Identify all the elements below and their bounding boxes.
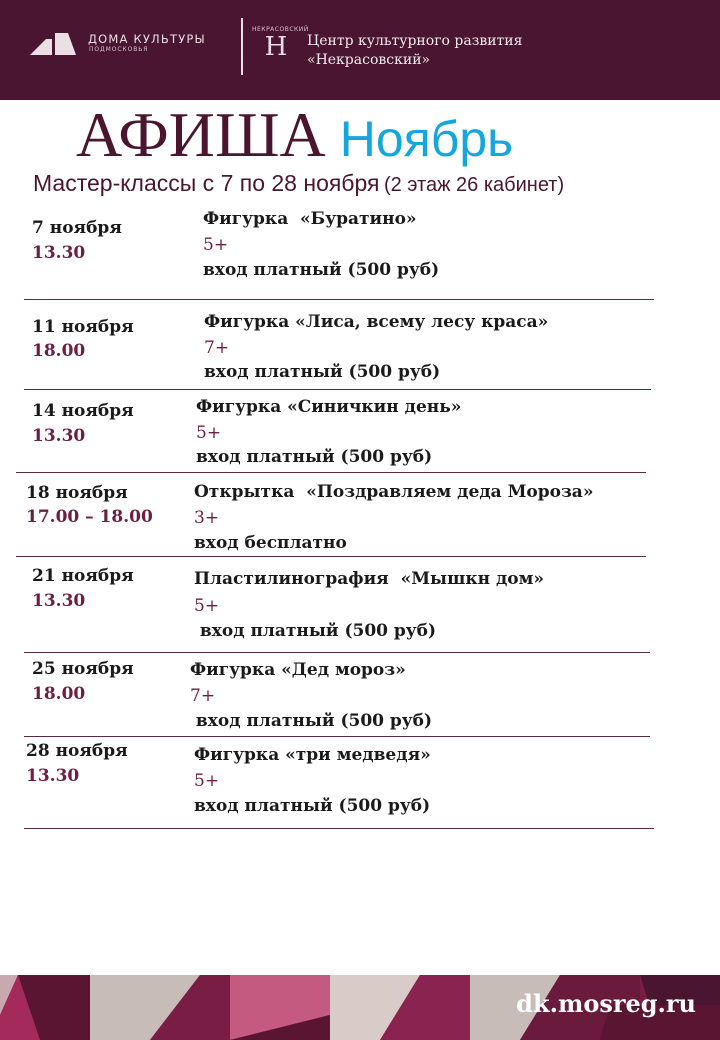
title-afisha: АФИША [76, 99, 326, 170]
nekrasovsky-logo-letter: Н [264, 32, 288, 62]
separator-line [24, 389, 651, 390]
subtitle [33, 170, 564, 197]
event-age: 3+ [194, 508, 220, 528]
event-time: 13.30 [26, 766, 80, 786]
event-date: 21 ноября [32, 566, 134, 586]
logo-subtitle: ПОДМОСКОВЬЯ [89, 46, 149, 53]
event-date: 11 ноября [32, 317, 134, 337]
website-url: dk.mosreg.ru [516, 989, 696, 1018]
event-date: 25 ноября [32, 659, 134, 679]
nekrasovsky-logo-arc: НЕКРАСОВСКИЙ [252, 26, 309, 33]
event-time: 18.00 [32, 341, 86, 361]
header-banner [0, 0, 720, 100]
event-age: 7+ [190, 686, 216, 706]
event-title: Фигурка «Лиса, всему лесу краса» [204, 312, 549, 332]
event-title: Фигурка «Синичкин день» [196, 397, 462, 417]
page-title [76, 100, 513, 170]
subtitle-main: Мастер-классы с 7 по 28 ноября [33, 170, 380, 196]
event-title: Фигурка «Буратино» [203, 209, 417, 229]
event-age: 7+ [204, 338, 230, 358]
event-price: вход платный (500 руб) [204, 362, 441, 382]
event-price: вход платный (500 руб) [190, 711, 433, 731]
separator-line [24, 828, 654, 829]
event-age: 5+ [196, 423, 222, 443]
event-title: Фигурка «три медведя» [194, 745, 431, 765]
logo-title: ДОМА КУЛЬТУРЫ [88, 32, 206, 46]
event-title: Пластилинография «Мышкн дом» [194, 569, 545, 589]
event-title: Фигурка «Дед мороз» [190, 660, 406, 680]
event-date: 28 ноября [26, 741, 128, 761]
event-price: вход бесплатно [194, 533, 347, 553]
dk-logo-icon [30, 33, 80, 55]
event-price: вход платный (500 руб) [194, 796, 431, 816]
separator-line [16, 472, 646, 473]
subtitle-location: (2 этаж 26 кабинет) [383, 174, 565, 196]
event-age: 5+ [194, 596, 220, 616]
separator-line [24, 736, 650, 737]
event-age: 5+ [194, 771, 220, 791]
separator-line [24, 299, 654, 300]
center-name-line1: Центр культурного развития [307, 33, 523, 49]
event-time: 18.00 [32, 684, 86, 704]
event-date: 14 ноября [32, 401, 134, 421]
footer-banner [0, 975, 720, 1040]
event-time: 13.30 [32, 243, 86, 263]
nekrasovsky-logo-icon [252, 26, 309, 66]
event-price: вход платный (500 руб) [203, 260, 440, 280]
event-date: 18 ноября [26, 483, 128, 503]
separator-line [16, 556, 646, 557]
event-time: 17.00 – 18.00 [26, 507, 153, 527]
event-age: 5+ [203, 235, 229, 255]
event-time: 13.30 [32, 426, 86, 446]
center-name-line2: «Некрасовский» [307, 52, 431, 68]
event-price: вход платный (500 руб) [194, 621, 437, 641]
title-month: Ноябрь [339, 111, 514, 167]
event-title: Открытка «Поздравляем деда Мороза» [194, 482, 594, 502]
event-price: вход платный (500 руб) [196, 447, 433, 467]
event-time: 13.30 [32, 591, 86, 611]
header-divider [241, 18, 243, 75]
separator-line [24, 652, 650, 653]
event-date: 7 ноября [32, 218, 122, 238]
